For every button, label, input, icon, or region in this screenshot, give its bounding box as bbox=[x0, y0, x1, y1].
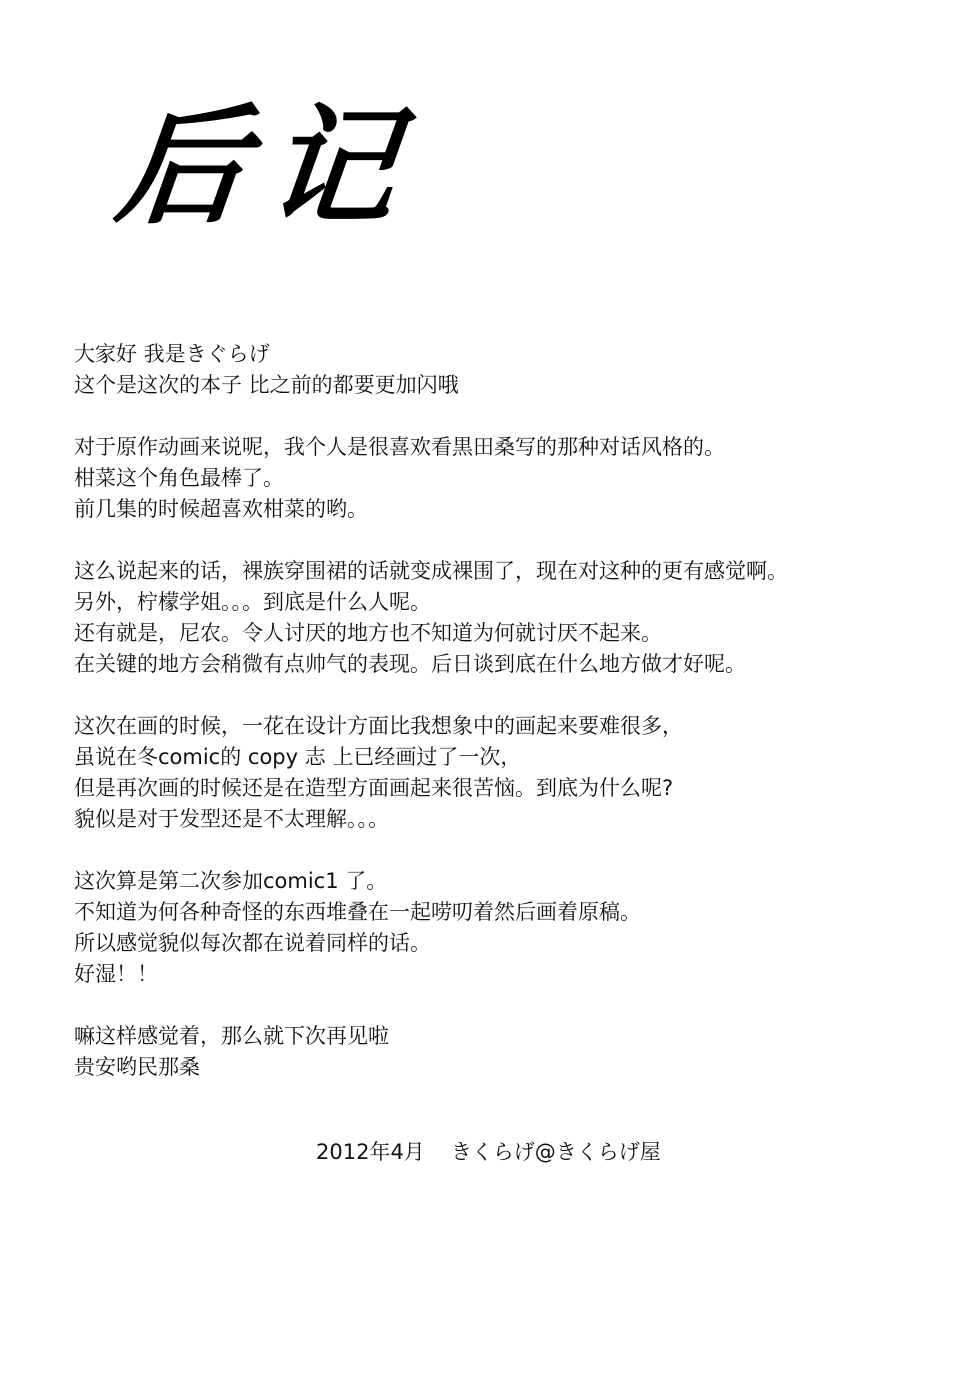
paragraph-comic1 bbox=[74, 866, 934, 990]
text-line: 在关键的地方会稍微有点帅气的表现。后日谈到底在什么地方做才好呢。 bbox=[74, 652, 746, 676]
text-line: 大家好 我是きぐらげ bbox=[74, 342, 270, 366]
text-line: 对于原作动画来说呢，我个人是很喜欢看黒田桑写的那种对话风格的。 bbox=[74, 435, 725, 459]
text-line: 这次在画的时候，一花在设计方面比我想象中的画起来要难很多， bbox=[74, 714, 683, 738]
text-line: 嘛这样感觉着，那么就下次再见啦 bbox=[74, 1024, 389, 1048]
paragraph-greeting bbox=[74, 339, 934, 401]
text-line: 这次算是第二次参加comic1 了。 bbox=[74, 869, 388, 893]
paragraph-anime-thoughts bbox=[74, 432, 934, 525]
text-line: 但是再次画的时候还是在造型方面画起来很苦恼。到底为什么呢? bbox=[74, 776, 674, 800]
text-line: 好湿！！ bbox=[74, 962, 158, 986]
text-line: 貌似是对于发型还是不太理解。。。 bbox=[74, 807, 389, 831]
paragraph-drawing bbox=[74, 711, 934, 835]
signature-date: 2012年4月 bbox=[316, 1140, 425, 1164]
paragraph-characters bbox=[74, 556, 934, 680]
text-line: 另外，柠檬学姐。。。到底是什么人呢。 bbox=[74, 590, 431, 614]
text-line: 柑菜这个角色最棒了。 bbox=[74, 466, 284, 490]
signature-author: きくらげ@きくらげ屋 bbox=[450, 1140, 661, 1164]
text-line: 还有就是，尼农。令人讨厌的地方也不知道为何就讨厌不起来。 bbox=[74, 621, 662, 645]
text-line: 不知道为何各种奇怪的东西堆叠在一起唠叨着然后画着原稿。 bbox=[74, 900, 641, 924]
afterword-body bbox=[74, 339, 934, 1114]
text-line: 前几集的时候超喜欢柑菜的哟。 bbox=[74, 497, 368, 521]
paragraph-closing bbox=[74, 1021, 934, 1083]
text-line: 贵安哟民那桑 bbox=[74, 1055, 200, 1079]
text-line: 虽说在冬comic的 copy 志 上已经画过了一次， bbox=[74, 745, 522, 769]
text-line: 这个是这次的本子 比之前的都要更加闪哦 bbox=[74, 373, 459, 397]
page-title: 后记 bbox=[110, 92, 426, 242]
signature bbox=[316, 1137, 661, 1168]
text-line: 所以感觉貌似每次都在说着同样的话。 bbox=[74, 931, 431, 955]
text-line: 这么说起来的话，裸族穿围裙的话就变成裸围了，现在对这种的更有感觉啊。 bbox=[74, 559, 788, 583]
